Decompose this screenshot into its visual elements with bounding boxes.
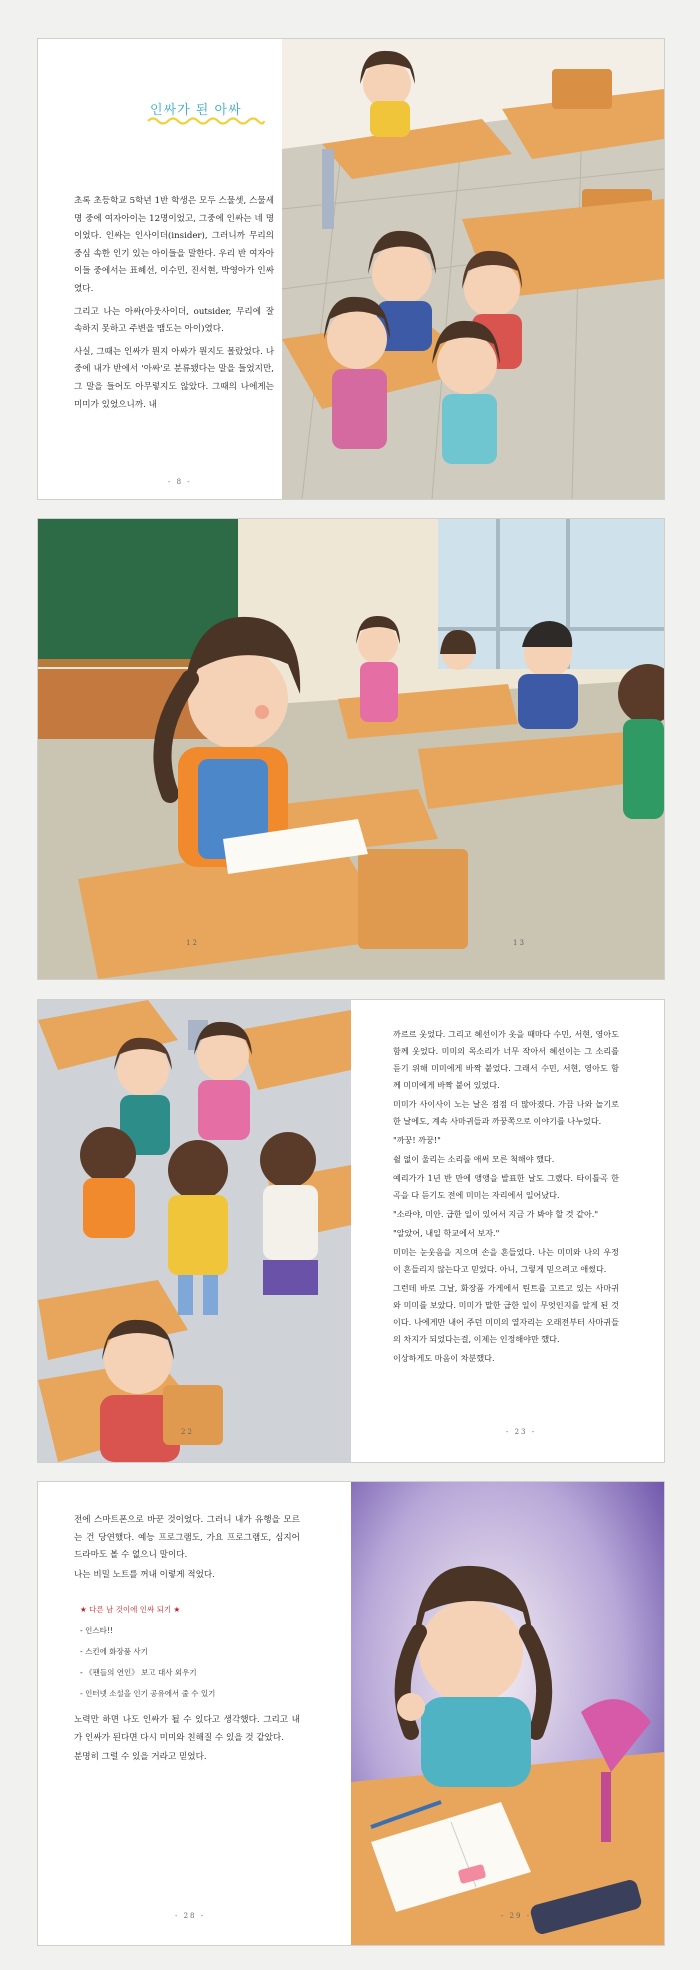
paragraph: 미미가 사이사이 노는 날은 점점 더 많아졌다. 가끔 나와 놀기로 한 날에도, 계속 사마귀들과 까꿍쪽으로 이야기를 나누었다. <box>393 1099 619 1126</box>
gossip-girls-illustration <box>38 1000 351 1462</box>
paragraph: 사실, 그때는 인싸가 뭔지 아싸가 뭔지도 몰랐었다. 나중에 내가 반에서 '아싸'로 분류됐다는 말을 들었지만, 그 말을 들어도 아무렇지도 않았다. 그때의 나에게는 미미가 있었으니까. 내 <box>74 346 274 410</box>
page-28-body-continued <box>74 1712 300 1772</box>
list-heading: ★ 다른 남 것이에 인싸 되기 ★ <box>80 1605 181 1614</box>
chapter-title: 인싸가 된 아싸 <box>150 103 242 118</box>
page-28-body <box>74 1512 300 1589</box>
paragraph: 그리고 나는 아싸(아웃사이더, outsider, 무리에 잘 속하지 못하고 주변을 맴도는 아이)였다. <box>74 306 274 335</box>
page-number: - 29 - <box>501 1912 532 1920</box>
paragraph: 까르르 웃었다. 그리고 혜선이가 옷을 때마다 수민, 서현, 영아도 함께 웃었다. 미미의 목소리가 너무 작아서 혜선이는 그 소리를 듣기 위해 미미에게 바짝 붙었다. 그래서 수민, 서현, 영아도 함께 미미에게 바짝 붙어 있었다. <box>393 1029 619 1090</box>
paragraph: 초록 초등학교 5학년 1반 학생은 모두 스물셋, 스물세 명 중에 여자아이는 12명이었고, 그중에 인싸는 네 명이었다. 인싸는 인사이더(insider), 그러니까 무리의 중심 속한 인기 있는 아이들을 말한다. 우리 반 여자아이들 중에서는 표혜선, 이수민, 진서현, 박영아가 인싸였다. <box>74 196 274 294</box>
classroom-girls-illustration <box>282 39 664 499</box>
spread-pages-28-29 <box>37 1481 665 1946</box>
paragraph: 이상하게도 마음이 차분했다. <box>393 1353 495 1363</box>
page-number: 22 <box>181 1428 194 1436</box>
page-number: - 28 - <box>175 1912 206 1920</box>
girl-writing-notebook-illustration <box>351 1482 664 1945</box>
list-item: - 《팬들의 연인》 보고 대사 외우기 <box>80 1668 197 1677</box>
paragraph: 나는 비밀 노트를 꺼내 이렇게 적었다. <box>74 1569 215 1580</box>
spread-pages-12-13 <box>37 518 665 980</box>
paragraph: "알았어, 내일 학교에서 보자." <box>393 1228 500 1238</box>
spread-pages-22-23 <box>37 999 665 1463</box>
wavy-underline-icon <box>146 116 266 126</box>
paragraph: 그런데 바로 그날, 화장품 가게에서 틴트를 고르고 있는 사마귀와 미미를 보았다. 미미가 말한 급한 일이 무엇인지를 알게 된 것이다. 나에게만 내어 주던 미미의 열자리는 오래전부터 사마귀들의 차지가 되었다는걸, 이제는 인정해야만 했다. <box>393 1283 619 1344</box>
classroom-desk-illustration <box>38 519 664 979</box>
list-item: - 인스타!! <box>80 1626 113 1635</box>
spread-pages-8-9 <box>37 38 665 500</box>
paragraph: "까꿍! 까꿍!" <box>393 1135 441 1145</box>
paragraph: 쉴 없이 울리는 소리를 애써 모른 척해야 했다. <box>393 1154 555 1164</box>
paragraph: 전에 스마트폰으로 바꾼 것이었다. 그러니 내가 유행을 모르는 건 당연했다. 예능 프로그램도, 가요 프로그램도, 심지어 드라마도 볼 수 없으니 말이다. <box>74 1515 300 1561</box>
paragraph: 분명히 그럴 수 있을 거라고 믿었다. <box>74 1752 207 1763</box>
page-number: 12 <box>186 939 199 947</box>
page-23-body <box>393 1026 619 1369</box>
page-8-body <box>74 193 274 419</box>
page-number: - 23 - <box>506 1428 537 1436</box>
paragraph: 노력만 하면 나도 인싸가 될 수 있다고 생각했다. 그리고 내가 인싸가 된다면 다시 미미와 친해질 수 있을 것 같았다. <box>74 1715 300 1743</box>
list-item: - 스킨에 화장품 사기 <box>80 1647 148 1656</box>
page-number: 13 <box>513 939 526 947</box>
paragraph: 예리가가 1년 반 만에 앵앵을 발표한 날도 그랬다. 타이틀곡 한 곡을 다 듣기도 전에 미미는 자리에서 일어났다. <box>393 1173 619 1200</box>
secret-note-list <box>80 1599 290 1704</box>
paragraph: 미미는 눈웃음을 지으며 손을 흔들었다. 나는 미미와 나의 우정이 흔들리지 않는다고 믿었다. 아니, 그렇게 믿으려고 애썼다. <box>393 1247 619 1274</box>
paragraph: "소라야, 미안. 급한 일이 있어서 지금 가 봐야 할 것 같아." <box>393 1209 599 1219</box>
page-number: - 8 - <box>168 478 192 486</box>
list-item: - 인터넷 소설을 인기 공유에서 줄 수 있기 <box>80 1689 216 1698</box>
